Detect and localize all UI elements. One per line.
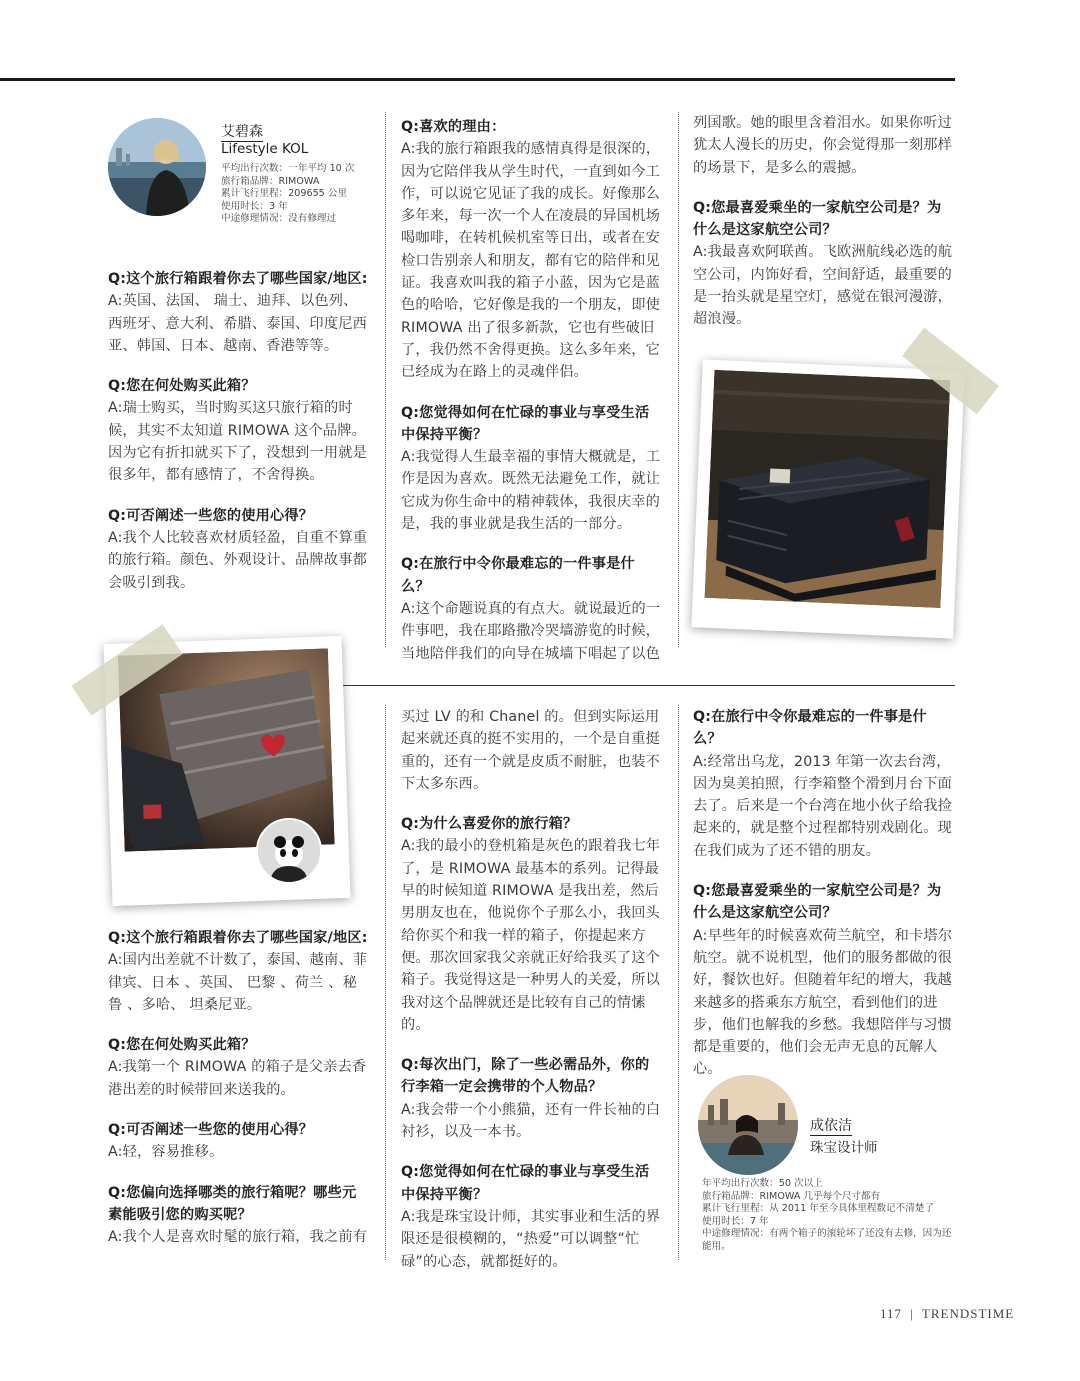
answer: A:我会带一个小熊猫，还有一件长袖的白衬衫，以及一本书。 xyxy=(401,1101,661,1141)
profile-name: 艾碧森 xyxy=(221,121,263,142)
page-footer xyxy=(880,1306,1014,1322)
column-2-top xyxy=(401,116,663,683)
qa-block xyxy=(108,927,370,1016)
profile-stats xyxy=(221,163,381,226)
answer: A:我第一个 RIMOWA 的箱子是父亲去香港出差的时候带回来送我的。 xyxy=(108,1059,367,1098)
stat-line: 中途修理情况：有两个箱子的滚轮坏了还没有去修，因为还能用。 xyxy=(702,1228,952,1252)
qa-block xyxy=(401,553,663,664)
qa-block xyxy=(401,116,663,384)
question: Q:在旅行中令你最难忘的一件事是什么？ xyxy=(401,556,635,595)
column-divider xyxy=(385,705,386,1260)
answer: A:经常出乌龙，2013 年第一次去台湾，因为臭美拍照，行李箱整个滑到月台下面去了。后来是一个台湾在地小伙子给我捡起来的，就是整个过程都特别戏剧化。现在我们成为了还不错的朋友。 xyxy=(693,753,952,859)
column-divider xyxy=(385,112,386,647)
answer: A:我是珠宝设计师，其实事业和生活的界限还是很模糊的，“热爱”可以调整“忙碌”的心态，就都挺好的。 xyxy=(401,1208,661,1270)
question: Q:为什么喜爱你的旅行箱？ xyxy=(401,816,578,833)
question: Q:您在何处购买此箱？ xyxy=(108,1037,256,1054)
question: Q:在旅行中令你最难忘的一件事是什么？ xyxy=(693,709,927,748)
answer: 买过 LV 的和 Chanel 的。但到实际运用起来就还真的挺不实用的，一个是自重挺重的，还有一个就是皮质不耐脏，也装不下太多东西。 xyxy=(401,709,660,792)
question: Q:您觉得如何在忙碌的事业与享受生活中保持平衡？ xyxy=(401,404,650,443)
qa-block xyxy=(108,268,370,357)
profile-name: 成依洁 xyxy=(810,1115,852,1136)
qa-block xyxy=(693,112,955,179)
stat-line: 使用时长：7 年 xyxy=(702,1215,769,1227)
answer: A:我的最小的登机箱是灰色的跟着我七年了，是 RIMOWA 最基本的系列。记得最早的时候知道 RIMOWA 是我出差，然后男朋友也在，他说你个子那么小，我回头给你买个和我一样的箱子，你提起来方便。那次回家我父亲就正好给我买了这个箱子。我觉得这是一种男人的关爱，所以我对这个品牌就还是比较有自己的情愫的。 xyxy=(401,838,661,1033)
answer: 列国歌。她的眼里含着泪水。如果你听过犹太人漫长的历史，你会觉得那一刻那样的场景下，是多么的震撼。 xyxy=(693,115,952,176)
stat-line: 年平均出行次数：50 次以上 xyxy=(702,1178,823,1189)
question: Q:每次出门，除了一些必需品外，你的行李箱一定会携带的个人物品？ xyxy=(401,1057,650,1096)
answer: A:国内出差就不计数了，泰国、越南、菲律宾、日本 、英国、 巴黎 、荷兰 、秘鲁 、多哈、 坦桑尼亚。 xyxy=(108,952,368,1013)
avatar xyxy=(108,118,206,216)
qa-block xyxy=(108,505,370,594)
column-divider xyxy=(678,112,679,647)
answer: A:轻，容易推移。 xyxy=(108,1144,224,1161)
question: Q:可否阐述一些您的使用心得？ xyxy=(108,1122,314,1139)
answer: A:我个人比较喜欢材质轻盈，自重不算重的旅行箱。颜色、外观设计、品牌故事都会吸引到我。 xyxy=(108,529,368,591)
qa-block xyxy=(401,813,663,1036)
profile-role: 珠宝设计师 xyxy=(810,1140,878,1156)
stat-line: 中途修理情况：没有修理过 xyxy=(221,213,337,225)
question: Q:喜欢的理由： xyxy=(401,119,506,135)
qa-block xyxy=(108,1182,370,1249)
question: Q:这个旅行箱跟着你去了哪些国家/地区: xyxy=(108,930,368,946)
qa-block xyxy=(401,706,663,795)
column-1-bottom xyxy=(108,927,370,1267)
answer: A:早些年的时候喜欢荷兰航空，和卡塔尔航空。就不说机型，他们的服务都做的很好，餐饮也好。但随着年纪的增大，我越来越多的搭乘东方航空，看到他们的进步，他们也解我的乡愁。我想陪伴与习惯都是重要的，他们会无声无息的瓦解人心。 xyxy=(693,927,953,1078)
qa-block xyxy=(693,197,955,331)
column-2-bottom xyxy=(401,706,663,1291)
footer-separator: | xyxy=(910,1306,914,1321)
page-number: 117 xyxy=(880,1306,903,1321)
profile-stats xyxy=(702,1178,958,1254)
answer: A:我个人是喜欢时髦的旅行箱，我之前有 xyxy=(108,1229,368,1246)
column-divider xyxy=(678,705,679,1260)
answer: A:这个命题说真的有点大。就说最近的一件事吧，我在耶路撒冷哭墙游览的时候，当地陪伴我们的向导在城墙下唱起了以色 xyxy=(401,600,661,662)
suitcase-photo xyxy=(705,370,951,608)
stat-line: 旅行箱品牌：RIMOWA xyxy=(221,175,320,187)
question: Q:可否阐述一些您的使用心得？ xyxy=(108,507,314,524)
qa-block xyxy=(693,880,955,1081)
qa-block xyxy=(108,375,370,486)
qa-block xyxy=(693,706,955,862)
stat-line: 累计飞行里程：209655 公里 xyxy=(221,188,348,200)
question: Q:这个旅行箱跟着你去了哪些国家/地区: xyxy=(108,271,368,287)
column-3-bottom xyxy=(693,706,955,1099)
middle-rule xyxy=(338,685,955,686)
qa-block xyxy=(108,1034,370,1101)
profile-role: Lifestyle KOL xyxy=(221,141,309,157)
qa-block xyxy=(108,1119,370,1164)
question: Q:您最喜爱乘坐的一家航空公司是？为什么是这家航空公司？ xyxy=(693,883,942,922)
answer: A:我的旅行箱跟我的感情真得是很深的，因为它陪伴我从学生时代，一直到如今工作，可以说它见证了我的成长。好像那么多年来，每一次一个人在凌晨的异国机场喝咖啡，在转机候机室等日出，或者在安检口告别亲人和朋友，都有它的陪伴和见证。我喜欢叫我的箱子小蓝，因为它是蓝色的哈哈，它好像是我的一个朋友，即使 RIMOWA 出了很多新款，它也有些破旧了，我仍然不舍得更换。这么多年来，它已经成为在路上的灵魂伴侣。 xyxy=(401,141,661,381)
question: Q:您偏向选择哪类的旅行箱呢？哪些元素能吸引您的购买呢？ xyxy=(108,1184,357,1223)
answer: A:英国、法国、 瑞士、迪拜、以色列、西班牙、意大利、希腊、泰国、印度尼西亚、韩国、日本、越南、香港等等。 xyxy=(108,293,367,354)
polaroid-photo xyxy=(691,359,964,638)
stat-line: 使用时长：3 年 xyxy=(221,200,288,212)
stat-line: 平均出行次数：一年平均 10 次 xyxy=(221,163,355,174)
question: Q:您觉得如何在忙碌的事业与享受生活中保持平衡？ xyxy=(401,1164,650,1203)
avatar xyxy=(256,818,322,884)
qa-block xyxy=(401,402,663,536)
answer: A:我最喜欢阿联酋。飞欧洲航线必选的航空公司，内饰好看，空间舒适，最重要的是一抬头就是星空灯，感觉在银河漫游，超浪漫。 xyxy=(693,244,953,328)
stat-line: 累计飞行里程：从 2011 年至今具体里程数记不清楚了 xyxy=(702,1203,934,1215)
qa-block xyxy=(401,1054,663,1143)
qa-block xyxy=(401,1161,663,1272)
answer: A:我觉得人生最幸福的事情大概就是，工作是因为喜欢。既然无法避免工作，就让它成为你生命中的精神载体，我很庆幸的是，我的事业就是我生活的一部分。 xyxy=(401,449,661,533)
column-1-top xyxy=(108,268,370,612)
question: Q:您最喜爱乘坐的一家航空公司是？为什么是这家航空公司？ xyxy=(693,199,942,239)
column-3-top xyxy=(693,112,955,349)
avatar xyxy=(698,1075,798,1175)
top-rule xyxy=(0,78,955,81)
answer: A:瑞士购买，当时购买这只旅行箱的时候，其实不太知道 RIMOWA 这个品牌。因为它有折扣就买下了，没想到一用就是很多年，都有感情了，不舍得换。 xyxy=(108,400,367,484)
stat-line: 旅行箱品牌：RIMOWA 几乎每个尺寸都有 xyxy=(702,1190,881,1202)
magazine-brand: TRENDSTIME xyxy=(921,1306,1015,1321)
question: Q:您在何处购买此箱？ xyxy=(108,378,256,395)
